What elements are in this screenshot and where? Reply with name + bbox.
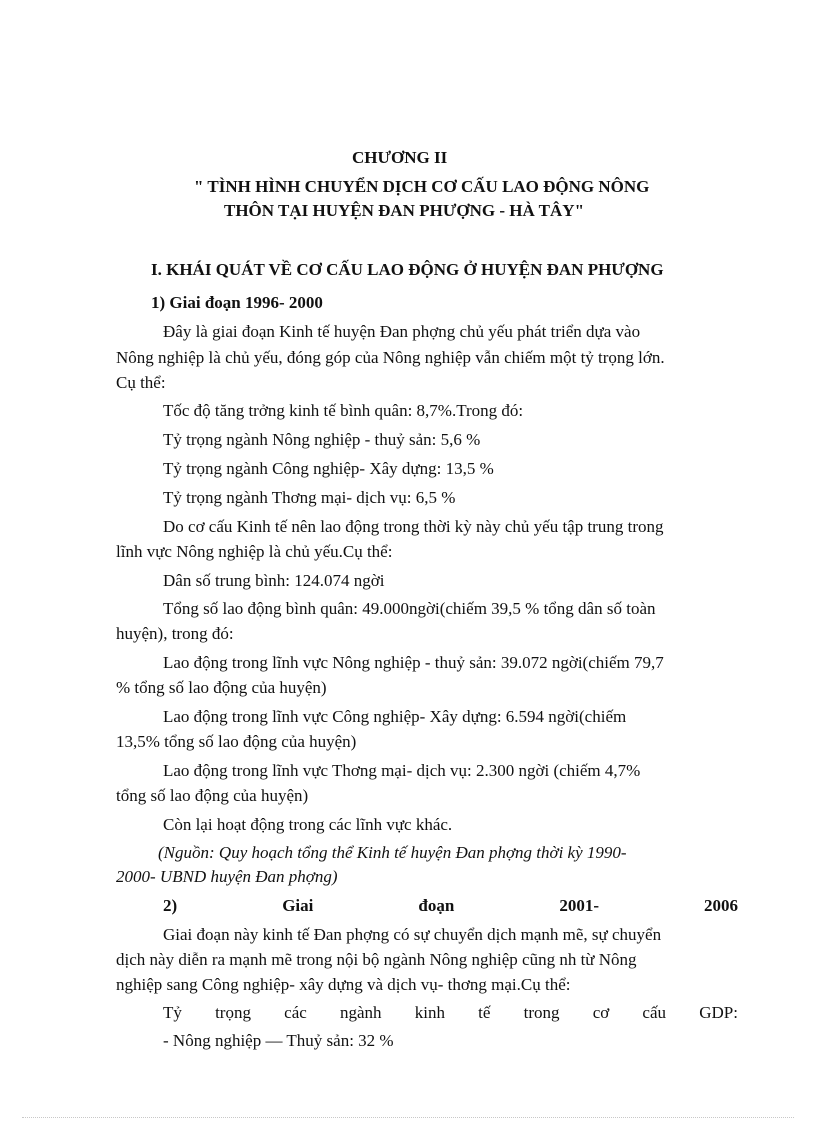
paragraph-line: dịch này diễn ra mạnh mẽ trong nội bộ ngành Nông nghiệp cũng nh từ Nông xyxy=(116,950,637,969)
paragraph-line: lĩnh vực Nông nghiệp là chủ yếu.Cụ thể: xyxy=(116,542,393,561)
gdp-word: cơ xyxy=(592,1003,610,1022)
chapter-title-line-2: THÔN TẠI HUYỆN ĐAN PHƯỢNG - HÀ TÂY" xyxy=(224,201,585,220)
gdp-word: ngành xyxy=(339,1003,382,1022)
gdp-structure-line xyxy=(163,1002,738,1024)
section-heading: I. KHÁI QUÁT VỀ CƠ CẤU LAO ĐỘNG Ở HUYỆN ĐAN PHƯỢNG xyxy=(151,260,664,279)
paragraph-line: Đây là giai đoạn Kinh tế huyện Đan phợng chủ yếu phát triển dựa vào xyxy=(163,322,641,341)
labor-total-line-1: Tổng số lao động bình quân: 49.000ngời(chiếm 39,5 % tổng dân số toàn xyxy=(163,599,656,618)
chapter-title-line-1: " TÌNH HÌNH CHUYỂN DỊCH CƠ CẤU LAO ĐỘNG NÔNG xyxy=(194,177,650,196)
gdp-word: kinh xyxy=(414,1003,445,1022)
gdp-word: trong xyxy=(523,1003,560,1022)
paragraph-line: Nông nghiệp là chủ yếu, đóng góp của Nông nghiệp vẫn chiếm một tỷ trọng lớn. xyxy=(116,348,665,367)
gdp-word: các xyxy=(284,1003,307,1022)
labor-trade-line-1: Lao động trong lĩnh vực Thơng mại- dịch vụ: 2.300 ngời (chiếm 4,7% xyxy=(163,761,641,780)
gdp-agri-line: - Nông nghiệp — Thuỷ sản: 32 % xyxy=(163,1031,394,1050)
growth-rate-line: Tốc độ tăng trởng kinh tế bình quân: 8,7%.Trong đó: xyxy=(163,401,524,420)
paragraph-line: Giai đoạn này kinh tế Đan phợng có sự chuyển dịch mạnh mẽ, sự chuyển xyxy=(163,925,662,944)
gdp-word: GDP: xyxy=(699,1003,738,1022)
heading-word: đoạn xyxy=(418,896,455,915)
subsection-heading-1: 1) Giai đoạn 1996- 2000 xyxy=(151,293,323,312)
paragraph-line: nghiệp sang Công nghiệp- xây dựng và dịch vụ- thơng mại.Cụ thể: xyxy=(116,975,571,994)
labor-agri-line-1: Lao động trong lĩnh vực Nông nghiệp - thuỷ sản: 39.072 ngời(chiếm 79,7 xyxy=(163,653,664,672)
gdp-word: Tỷ xyxy=(163,1003,182,1022)
subsection-heading-2 xyxy=(163,895,738,917)
heading-word: 2001- xyxy=(559,896,599,915)
paragraph-line: Do cơ cấu Kinh tế nên lao động trong thời kỳ này chủ yếu tập trung trong xyxy=(163,517,664,536)
labor-agri-line-2: % tổng số lao động của huyện) xyxy=(116,678,327,697)
heading-word: Giai xyxy=(282,896,314,915)
source-note-line-2: 2000- UBND huyện Đan phợng) xyxy=(116,867,338,886)
agri-share-line: Tỷ trọng ngành Nông nghiệp - thuỷ sản: 5,6 % xyxy=(163,430,481,449)
labor-trade-line-2: tổng số lao động của huyện) xyxy=(116,786,309,805)
labor-total-line-2: huyện), trong đó: xyxy=(116,624,234,643)
page-bottom-rule xyxy=(22,1117,794,1118)
source-note-line-1: (Nguồn: Quy hoạch tổng thể Kinh tế huyện Đan phợng thời kỳ 1990- xyxy=(158,843,627,862)
gdp-word: tế xyxy=(478,1003,491,1022)
industry-share-line: Tỷ trọng ngành Công nghiệp- Xây dựng: 13,5 % xyxy=(163,459,494,478)
paragraph-line: Cụ thể: xyxy=(116,373,166,392)
chapter-label: CHƯƠNG II xyxy=(352,148,448,167)
others-line: Còn lại hoạt động trong các lĩnh vực khác. xyxy=(163,815,453,834)
heading-word: 2) xyxy=(163,896,178,915)
labor-industry-line-1: Lao động trong lĩnh vực Công nghiệp- Xây dựng: 6.594 ngời(chiếm xyxy=(163,707,627,726)
population-line: Dân số trung bình: 124.074 ngời xyxy=(163,571,385,590)
trade-share-line: Tỷ trọng ngành Thơng mại- dịch vụ: 6,5 % xyxy=(163,488,456,507)
gdp-word: trọng xyxy=(215,1003,251,1022)
labor-industry-line-2: 13,5% tổng số lao động của huyện) xyxy=(116,732,357,751)
gdp-word: cấu xyxy=(642,1003,667,1022)
heading-word: 2006 xyxy=(704,896,738,915)
